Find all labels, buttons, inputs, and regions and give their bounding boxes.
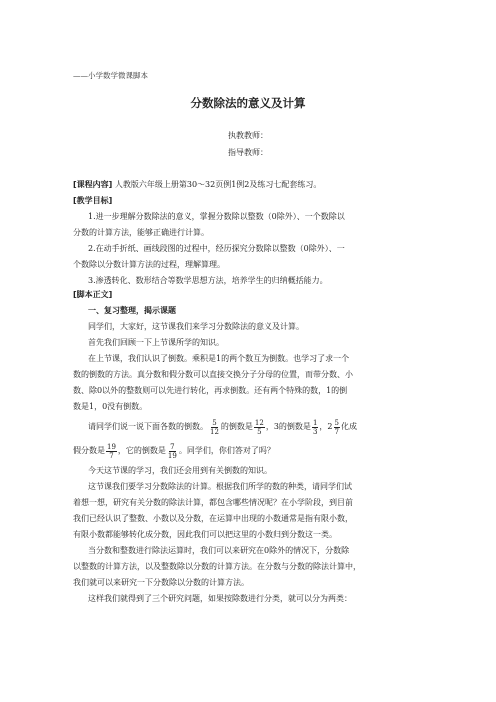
course-line xyxy=(73,177,423,193)
fraction: $\frac{5}{12}$ xyxy=(210,418,219,436)
reciprocal-question-line: 请同学们说一说下面各数的倒数。 $\frac{5}{12}$ 的倒数是 $\frac{12}{5}$ ，3的倒数是 $\frac{1}{3}$ ， 2 $\frac{5}{7}$ 化成 xyxy=(73,415,423,439)
body-line: 以整数的计算方法，以及整数除以分数的计算方法。在分数与分数的除法计算中， xyxy=(73,562,361,571)
series-label: ——小学数学微课脚本 xyxy=(73,71,148,80)
fraction: $\frac{5}{7}$ xyxy=(334,418,339,436)
question-text: 请同学们说一说下面各数的倒数。 xyxy=(88,422,208,431)
fraction: $\frac{12}{5}$ xyxy=(254,418,264,436)
script-section xyxy=(73,287,423,607)
goal-line: 1.进一步理解分数除法的意义，掌握分数除以整数（0除外）、一个数除以 xyxy=(88,212,345,221)
body-line: 首先我们回顾一下上节课所学的知识。 xyxy=(88,338,224,347)
course-label: [课程内容] xyxy=(73,180,113,189)
goals-label: [教学目标] xyxy=(73,196,113,205)
body-line: 有限小数都能够转化成分数，因此我们可以把这里的小数归到分数这一类。 xyxy=(73,530,337,539)
goals-section xyxy=(73,177,423,289)
body-line: 我们就可以来研究一下分数除以分数的计算方法。 xyxy=(73,578,249,587)
body-line: 当分数和整数进行除法运算时，我们可以来研究在0除外的情况下，分数除 xyxy=(88,546,350,555)
guide-teacher-line: 指导教师： xyxy=(228,148,268,157)
goal-line: 个数除以分数计算方法的过程，理解算理。 xyxy=(73,260,225,269)
reciprocal-answer-line: 假分数是 $\frac{19}{7}$ ，它的倒数是 $\frac{7}{19}$ 。同学们，你们答对了吗？ xyxy=(73,442,275,460)
fraction: $\frac{7}{19}$ xyxy=(167,442,177,460)
body-line: 这样我们就得到了三个研究问题，如果按除数进行分类，就可以分为两类： xyxy=(88,594,352,603)
fraction: $\frac{1}{3}$ xyxy=(312,418,318,436)
goal-line: 3.渗透转化、数形结合等数学思想方法，培养学生的归纳概括能力。 xyxy=(88,276,328,285)
executive-teacher-line: 执教教师： xyxy=(228,131,268,140)
body-line: 着想一想，研究有关分数的除法计算，都包含哪些情况呢？在小学阶段，到目前 xyxy=(73,498,353,507)
goal-line: 2.在动手折纸、画线段图的过程中，经历探究分数除以整数（0除外）、一 xyxy=(88,244,345,253)
body-line: 数的倒数的方法。真分数和假分数可以直接交换分子分母的位置，而带分数、小 xyxy=(73,370,353,379)
mixed-number: 2 $\frac{5}{7}$ xyxy=(327,418,339,436)
body-line: 今天这节课的学习，我们还会用到有关倒数的知识。 xyxy=(88,466,272,475)
script-label: [脚本正文] xyxy=(73,290,113,299)
body-line: 这节课我们要学习分数除法的计算。根据我们所学的数的种类，请同学们试 xyxy=(88,482,352,491)
goal-line: 分数的计算方法，能够正确进行计算。 xyxy=(73,228,209,237)
page-title: 分数除法的意义及计算 xyxy=(190,96,306,110)
body-line: 同学们，大家好，这节课我们来学习分数除法的意义及计算。 xyxy=(88,322,304,331)
fraction: $\frac{19}{7}$ xyxy=(107,442,116,460)
body-line: 在上节课，我们认识了倒数。乘积是1的两个数互为倒数。也学习了求一个 xyxy=(88,354,350,363)
course-text: 人教版六年级上册第30～32页例1例2及练习七配套练习。 xyxy=(114,180,322,189)
section-heading: 一、复习整理，揭示课题 xyxy=(88,306,176,315)
body-line: 数是1，0没有倒数。 xyxy=(73,402,148,411)
body-line: 我们已经认识了整数、小数以及分数，在运算中出现的小数通常是指有限小数， xyxy=(73,514,353,523)
body-line: 数、除0以外的整数则可以先进行转化，再求倒数。还有两个特殊的数，1的倒 xyxy=(73,386,348,395)
